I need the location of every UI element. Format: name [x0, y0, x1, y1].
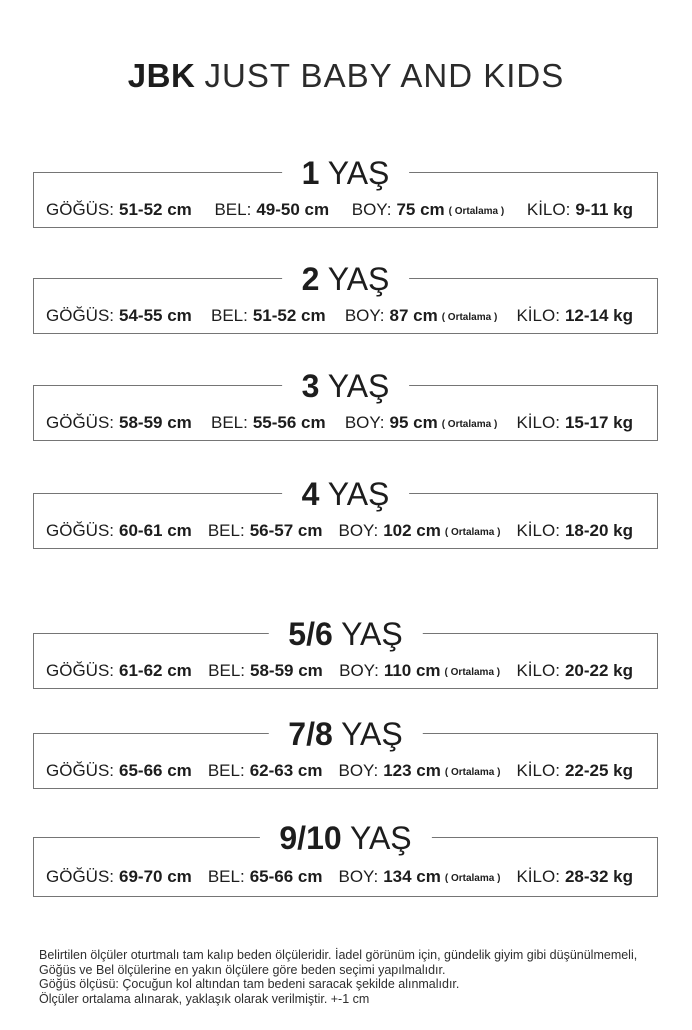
size-section-3-yas [33, 368, 658, 441]
weight-measure [516, 413, 633, 433]
waist-value: 65-66 cm [249, 867, 323, 886]
age-number: 2 [301, 261, 320, 297]
size-section-4-yas [33, 476, 658, 549]
height-average-note: ( Ortalama ) [444, 667, 501, 678]
disclaimer-line-1: Belirtilen ölçüler oturtmalı tam kalıp beden ölçüleridir. İadel görünüm için, gündelik giyim gibi düşünülmemeli, [39, 948, 638, 962]
waist-value: 62-63 cm [249, 761, 323, 780]
height-label: BOY: [351, 200, 392, 219]
age-title [268, 614, 422, 654]
size-section-7-8-yas [33, 716, 658, 789]
size-section-2-yas [33, 261, 658, 334]
height-value: 75 cm [396, 200, 445, 219]
height-value: 102 cm [383, 521, 441, 540]
height-measure [352, 200, 504, 220]
weight-value: 20-22 kg [564, 661, 633, 680]
age-title [282, 153, 410, 193]
waist-measure [208, 661, 323, 681]
weight-measure [516, 661, 633, 681]
chest-measure [46, 521, 192, 541]
size-section-1-yas [33, 155, 658, 228]
height-measure [339, 661, 500, 681]
age-suffix-label: YAŞ [341, 616, 403, 652]
weight-label: KİLO: [516, 867, 560, 886]
weight-measure [516, 867, 633, 887]
brand-logo-text: JBK [127, 57, 196, 94]
weight-measure [516, 521, 633, 541]
waist-measure [211, 413, 326, 433]
age-title [259, 818, 431, 858]
weight-label: KİLO: [516, 413, 560, 432]
chest-measure [46, 200, 192, 220]
chest-measure [46, 306, 192, 326]
waist-value: 49-50 cm [256, 200, 330, 219]
age-number: 7/8 [288, 716, 333, 752]
height-average-note: ( Ortalama ) [444, 873, 501, 884]
height-measure [345, 306, 497, 326]
height-average-note: ( Ortalama ) [444, 527, 501, 538]
height-measure [345, 413, 497, 433]
disclaimer-line-3: Göğüs ölçüsü: Çocuğun kol altından tam bedeni saracak şekilde alınmalıdır. [39, 977, 460, 992]
waist-label: BEL: [210, 413, 248, 432]
weight-label: KİLO: [516, 521, 560, 540]
age-suffix-label: YAŞ [327, 476, 390, 512]
height-value: 87 cm [389, 306, 438, 325]
height-label: BOY: [338, 761, 379, 780]
chest-label: GÖĞÜS: [46, 661, 115, 680]
weight-value: 15-17 kg [564, 413, 633, 432]
brand-name-text: JUST BABY AND KIDS [204, 57, 565, 94]
height-average-note: ( Ortalama ) [444, 767, 501, 778]
waist-measure [208, 867, 323, 887]
weight-measure [516, 306, 633, 326]
weight-value: 28-32 kg [564, 867, 633, 886]
chest-measure [46, 661, 192, 681]
age-number: 9/10 [279, 820, 342, 856]
age-number: 3 [301, 368, 320, 404]
height-label: BOY: [339, 661, 379, 680]
waist-label: BEL: [208, 661, 245, 680]
measurements-row [46, 306, 633, 326]
weight-label: KİLO: [516, 661, 560, 680]
measurements-row [46, 521, 633, 541]
chest-value: 51-52 cm [119, 200, 192, 219]
waist-measure [208, 761, 323, 781]
height-label: BOY: [338, 521, 379, 540]
weight-measure [527, 200, 633, 220]
age-title [282, 366, 410, 406]
weight-value: 18-20 kg [564, 521, 633, 540]
disclaimer-line-4: Ölçüler ortalama alınarak, yaklaşık olarak verilmiştir. +-1 cm [39, 992, 370, 1007]
waist-value: 56-57 cm [249, 521, 323, 540]
measurements-row [46, 867, 633, 887]
weight-measure [516, 761, 633, 781]
waist-label: BEL: [207, 521, 245, 540]
height-label: BOY: [338, 867, 379, 886]
waist-measure [208, 521, 323, 541]
age-suffix-label: YAŞ [349, 820, 412, 856]
height-value: 123 cm [383, 761, 441, 780]
size-section-5-6-yas [33, 616, 658, 689]
age-suffix-label: YAŞ [341, 716, 403, 752]
chest-value: 54-55 cm [119, 306, 192, 325]
chest-value: 69-70 cm [119, 867, 192, 886]
brand-header [0, 56, 692, 96]
measurements-row [46, 761, 633, 781]
age-title [268, 714, 422, 754]
weight-value: 22-25 kg [564, 761, 633, 780]
chest-measure [46, 761, 192, 781]
waist-measure [211, 306, 326, 326]
waist-measure [214, 200, 329, 220]
height-label: BOY: [344, 413, 385, 432]
waist-label: BEL: [207, 761, 245, 780]
height-average-note: ( Ortalama ) [448, 206, 505, 217]
chest-value: 60-61 cm [119, 521, 192, 540]
waist-label: BEL: [214, 200, 252, 219]
height-measure [339, 761, 501, 781]
chest-label: GÖĞÜS: [46, 200, 115, 219]
chest-label: GÖĞÜS: [46, 521, 115, 540]
age-suffix-label: YAŞ [327, 155, 390, 191]
height-measure [339, 867, 501, 887]
measurements-row [46, 413, 633, 433]
age-suffix-label: YAŞ [327, 261, 390, 297]
chest-label: GÖĞÜS: [46, 867, 115, 886]
height-value: 134 cm [383, 867, 441, 886]
weight-value: 9-11 kg [575, 200, 633, 219]
measurements-row [46, 661, 633, 681]
age-number: 1 [301, 155, 320, 191]
weight-label: KİLO: [516, 761, 560, 780]
age-title [282, 474, 410, 514]
chest-label: GÖĞÜS: [46, 761, 115, 780]
chest-value: 61-62 cm [119, 661, 192, 680]
height-measure [339, 521, 501, 541]
height-average-note: ( Ortalama ) [441, 419, 498, 430]
chest-value: 65-66 cm [119, 761, 192, 780]
age-number: 5/6 [288, 616, 333, 652]
waist-label: BEL: [210, 306, 248, 325]
measurements-row [46, 200, 633, 220]
chest-label: GÖĞÜS: [46, 306, 115, 325]
age-suffix-label: YAŞ [327, 368, 390, 404]
chest-value: 58-59 cm [119, 413, 192, 432]
age-title [282, 259, 410, 299]
weight-label: KİLO: [516, 306, 560, 325]
size-section-9-10-yas [33, 820, 658, 897]
waist-value: 58-59 cm [250, 661, 323, 680]
waist-label: BEL: [207, 867, 245, 886]
height-label: BOY: [344, 306, 385, 325]
weight-value: 12-14 kg [564, 306, 633, 325]
chest-measure [46, 413, 192, 433]
chest-label: GÖĞÜS: [46, 413, 115, 432]
disclaimer-line-2: Göğüs ve Bel ölçülerine en yakın ölçülere göre beden seçimi yapılmalıdır. [39, 962, 446, 977]
waist-value: 51-52 cm [252, 306, 326, 325]
height-average-note: ( Ortalama ) [441, 312, 498, 323]
chest-measure [46, 867, 192, 887]
age-number: 4 [301, 476, 320, 512]
weight-label: KİLO: [526, 200, 571, 219]
waist-value: 55-56 cm [252, 413, 326, 432]
disclaimer-notes [39, 948, 637, 1007]
height-value: 95 cm [389, 413, 438, 432]
height-value: 110 cm [383, 661, 441, 680]
